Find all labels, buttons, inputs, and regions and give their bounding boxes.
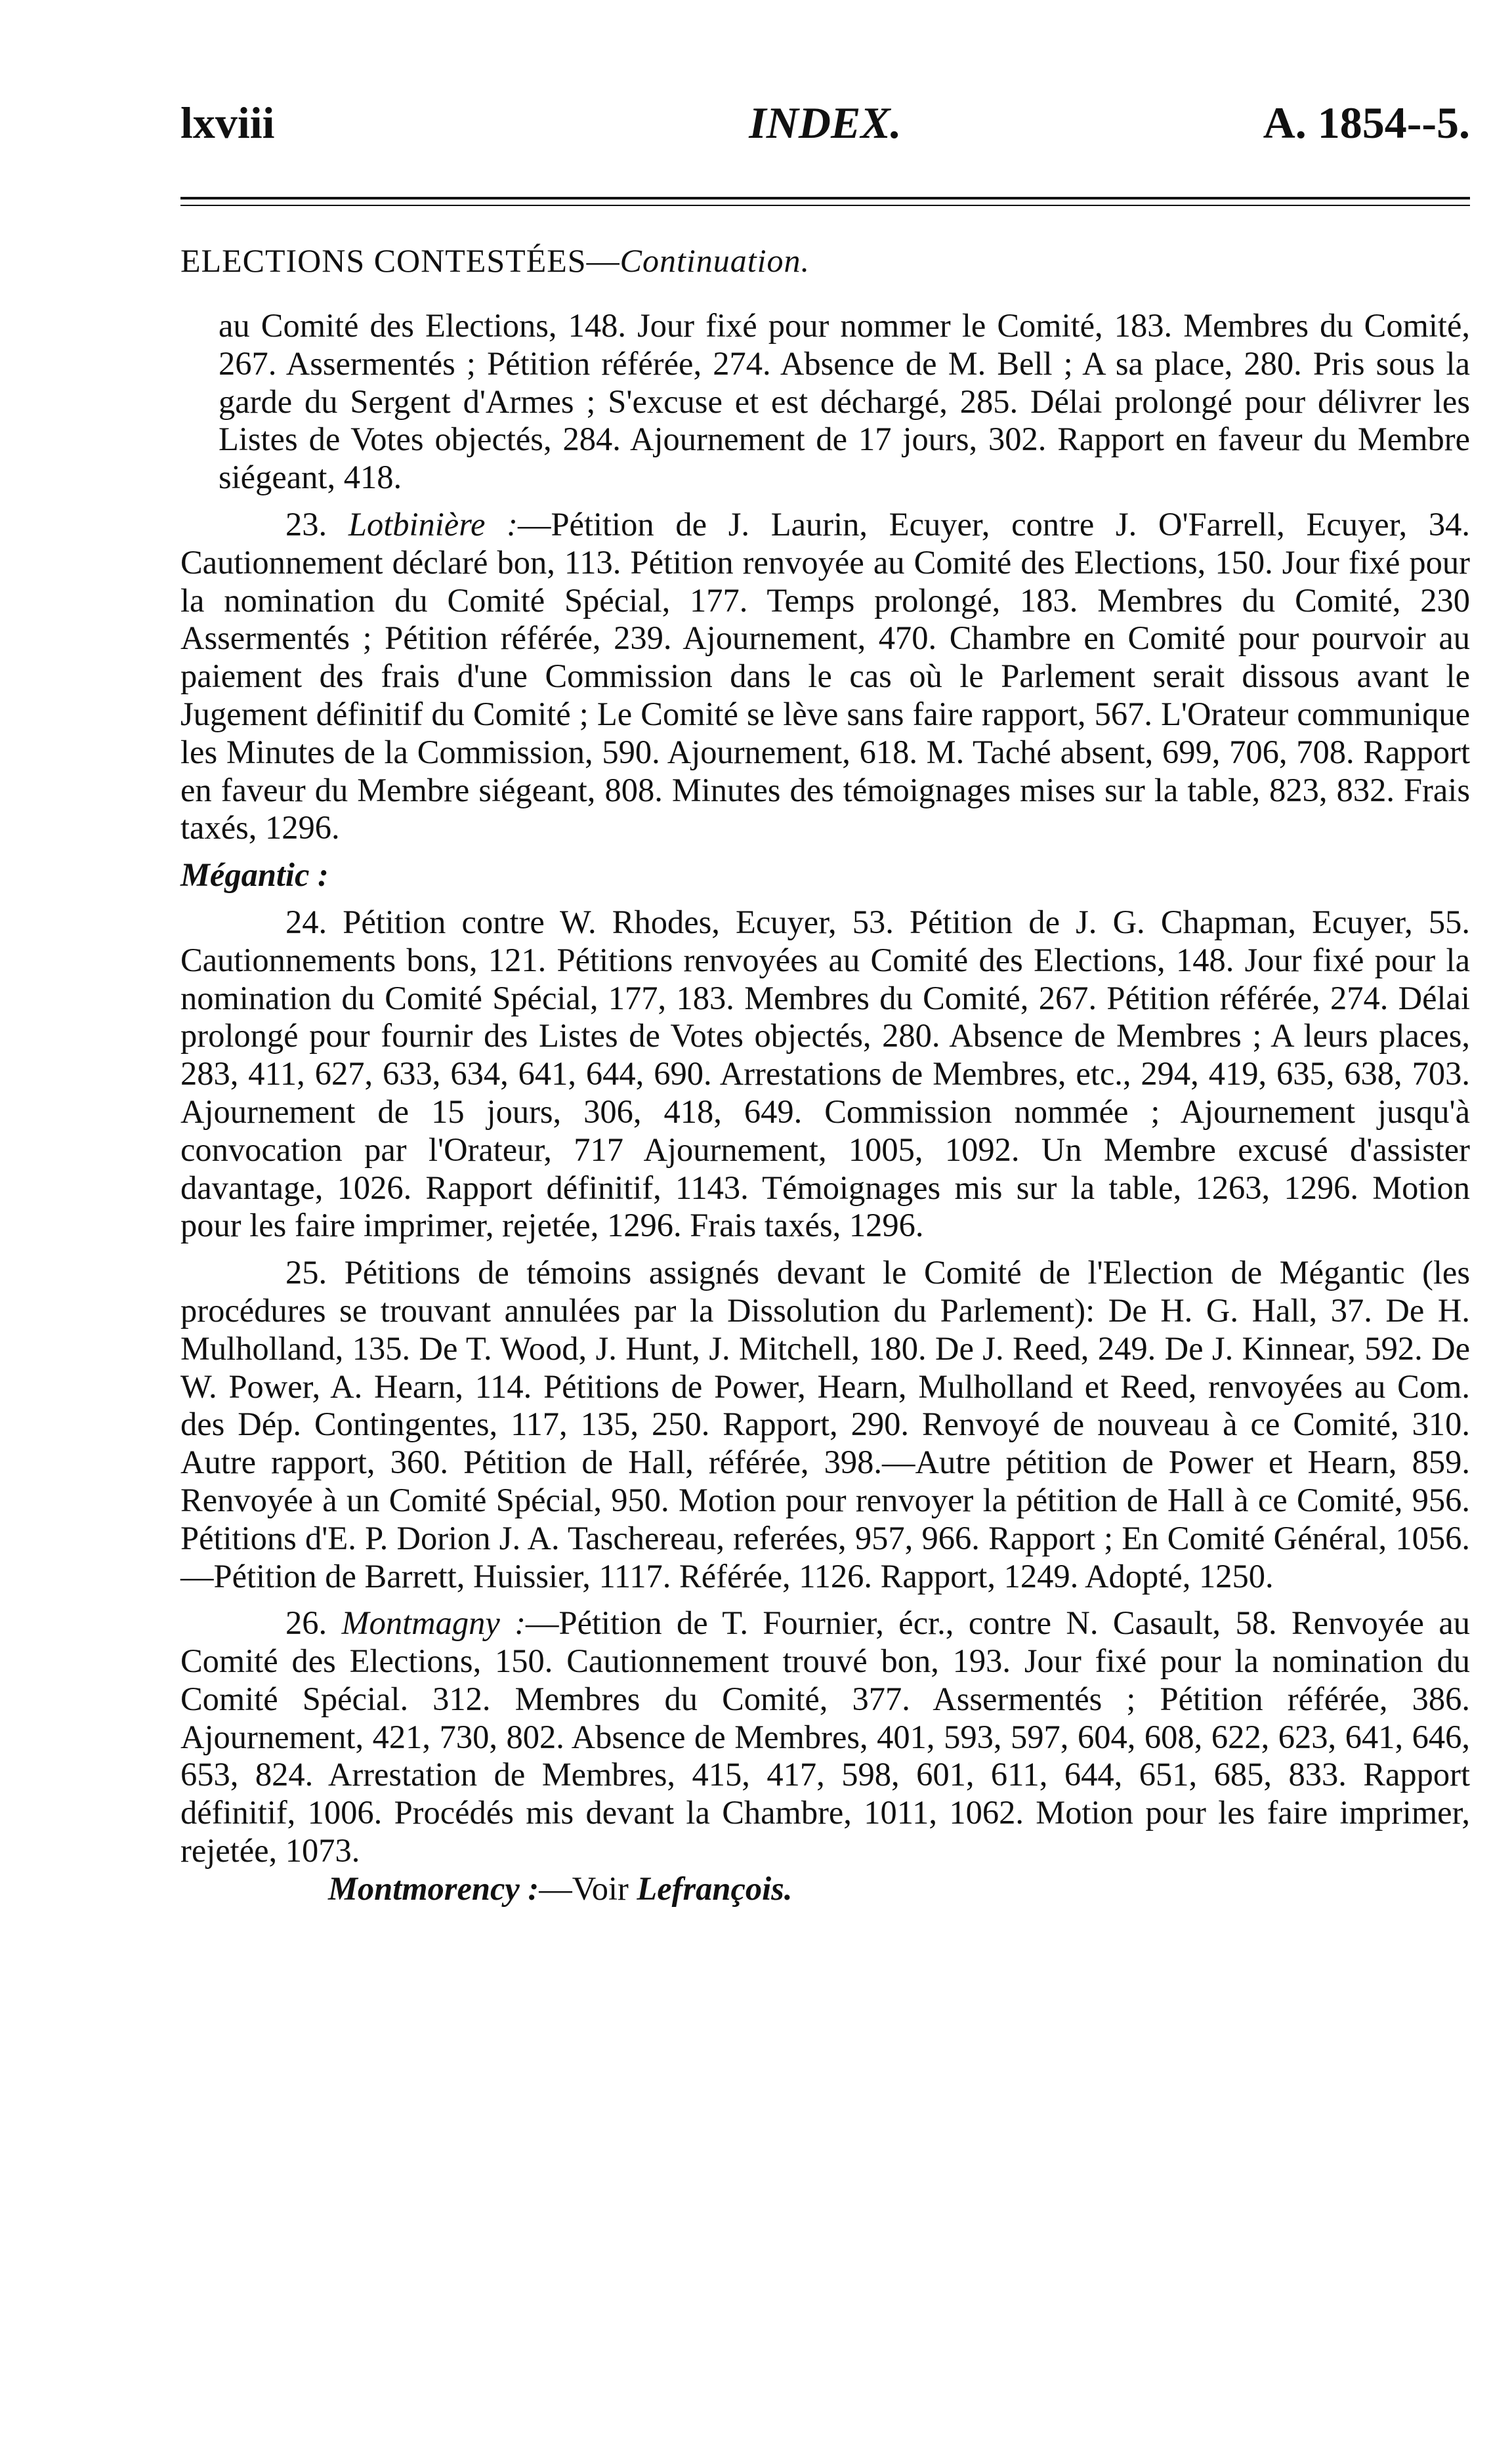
montmorency-see-text: —Voir bbox=[539, 1870, 637, 1907]
page-number: lxviii bbox=[180, 98, 275, 148]
running-title: INDEX. bbox=[749, 98, 902, 148]
entry-26 bbox=[180, 1604, 1470, 1870]
entry-24-number: 24. bbox=[285, 903, 327, 940]
montmorency-see-reference bbox=[180, 1870, 1470, 1908]
entry-24 bbox=[180, 904, 1470, 1245]
entry-continued-text: au Comité des Elections, 148. Jour fixé pour nommer le Comité, 183. Membres du Comité, 267. Assermentés ; Pétition référée, 274. Absence de M. Bell ; A sa place, 280. Pris sous la garde du Sergent d'Armes ; S'excuse et est déchargé, 285. Délai prolongé pour délivrer les Listes de Votes objectés, 284. Ajournement de 17 jours, 302. Rapport en faveur du Membre siégeant, 418. bbox=[219, 307, 1470, 496]
document-page bbox=[180, 0, 1470, 2447]
entry-26-place: Montmagny : bbox=[341, 1604, 526, 1642]
entry-25 bbox=[180, 1254, 1470, 1595]
section-title bbox=[180, 241, 810, 280]
entry-23-text: —Pétition de J. Laurin, Ecuyer, contre J. O'Farrell, Ecuyer, 34. Cautionnement déclaré bon, 113. Pétition renvoyée au Comité des Elections, 150. Jour fixé pour la nomination du Comité Spécial, 177. Temps prolongé, 183. Membres du Comité, 230 Assermentés ; Pétition référée, 239. Ajournement, 470. Chambre en Comité pour pourvoir au paiement des frais d'une Commission dans le cas où le Parlement serait dissous avant le Jugement définitif du Comité ; Le Comité se lève sans faire rapport, 567. L'Orateur communique les Minutes de la Commission, 590. Ajournement, 618. M. Taché absent, 699, 706, 708. Rapport en faveur du Membre siégeant, 808. Minutes des témoignages mises sur la table, 823, 832. Frais taxés, 1296. bbox=[180, 505, 1471, 847]
entry-25-text: Pétitions de témoins assignés devant le Comité de l'Election de Mégantic (les procédures se trouvant annulées par la Dissolution du Parlement): De H. G. Hall, 37. De H. Mulholland, 135. De T. Wood, J. Hunt, J. Mitchell, 180. De J. Reed, 249. De J. Kinnear, 592. De W. Power, A. Hearn, 114. Pétitions de Power, Hearn, Mulholland et Reed, renvoyées au Com. des Dép. Contingentes, 117, 135, 250. Rapport, 290. Renvoyé de nouveau à ce Comité, 310. Autre rapport, 360. Pétition de Hall, référée, 398.—Autre pétition de Power et Hearn, 859. Renvoyée à un Comité Spécial, 950. Motion pour renvoyer la pétition de Hall à ce Comité, 956. Pétitions d'E. P. Dorion J. A. Taschereau, referées, 957, 966. Rapport ; En Comité Général, 1056.—Pétition de Barrett, Huissier, 1117. Référée, 1126. Rapport, 1249. Adopté, 1250. bbox=[180, 1254, 1470, 1595]
entry-23-place: Lotbinière : bbox=[348, 505, 518, 543]
entry-24-text: Pétition contre W. Rhodes, Ecuyer, 53. Pétition de J. G. Chapman, Ecuyer, 55. Cautionnements bons, 121. Pétitions renvoyées au Comité des Elections, 148. Jour fixé pour la nomination du Comité Spécial, 177, 183. Membres du Comité, 267. Pétition référée, 274. Délai prolongé pour fournir des Listes de Votes objectés, 280. Absence de Membres ; A leurs places, 283, 411, 627, 633, 634, 641, 644, 690. Arrestations de Membres, etc., 294, 419, 635, 638, 703. Ajournement de 15 jours, 306, 418, 649. Commission nommée ; Ajournement jusqu'à convocation par l'Orateur, 717 Ajournement, 1005, 1092. Un Membre excusé d'assister davantage, 1026. Rapport définitif, 1143. Témoignages mis sur la table, 1263, 1296. Motion pour les faire imprimer, rejetée, 1296. Frais taxés, 1296. bbox=[180, 903, 1471, 1244]
session-year: A. 1854--5. bbox=[1263, 98, 1470, 148]
index-body bbox=[180, 307, 1470, 1908]
entry-23 bbox=[180, 506, 1470, 847]
page-header bbox=[180, 77, 1470, 150]
entry-23-number: 23. bbox=[285, 505, 327, 543]
section-continuation: Continuation. bbox=[620, 242, 810, 279]
entry-26-text: —Pétition de T. Fournier, écr., contre N. Casault, 58. Renvoyée au Comité des Elections, 150. Cautionnement trouvé bon, 193. Jour fixé pour la nomination du Comité Spécial. 312. Membres du Comité, 377. Assermentés ; Pétition référée, 386. Ajournement, 421, 730, 802. Absence de Membres, 401, 593, 597, 604, 608, 622, 623, 641, 646, 653, 824. Arrestation de Membres, 415, 417, 598, 601, 611, 644, 651, 685, 833. Rapport définitif, 1006. Procédés mis devant la Chambre, 1011, 1062. Motion pour les faire imprimer, rejetée, 1073. bbox=[180, 1604, 1470, 1870]
section-title-text: ELECTIONS CONTESTÉES— bbox=[180, 242, 620, 279]
entry-25-number: 25. bbox=[285, 1254, 327, 1291]
montmorency-place: Montmorency : bbox=[328, 1870, 539, 1907]
montmorency-ref-link: Lefrançois. bbox=[637, 1870, 793, 1907]
header-rule-thin bbox=[180, 205, 1470, 206]
entry-26-number: 26. bbox=[285, 1604, 327, 1642]
megantic-heading bbox=[180, 856, 1470, 894]
header-rule-thick bbox=[180, 197, 1470, 199]
megantic-heading-text: Mégantic : bbox=[180, 856, 329, 894]
